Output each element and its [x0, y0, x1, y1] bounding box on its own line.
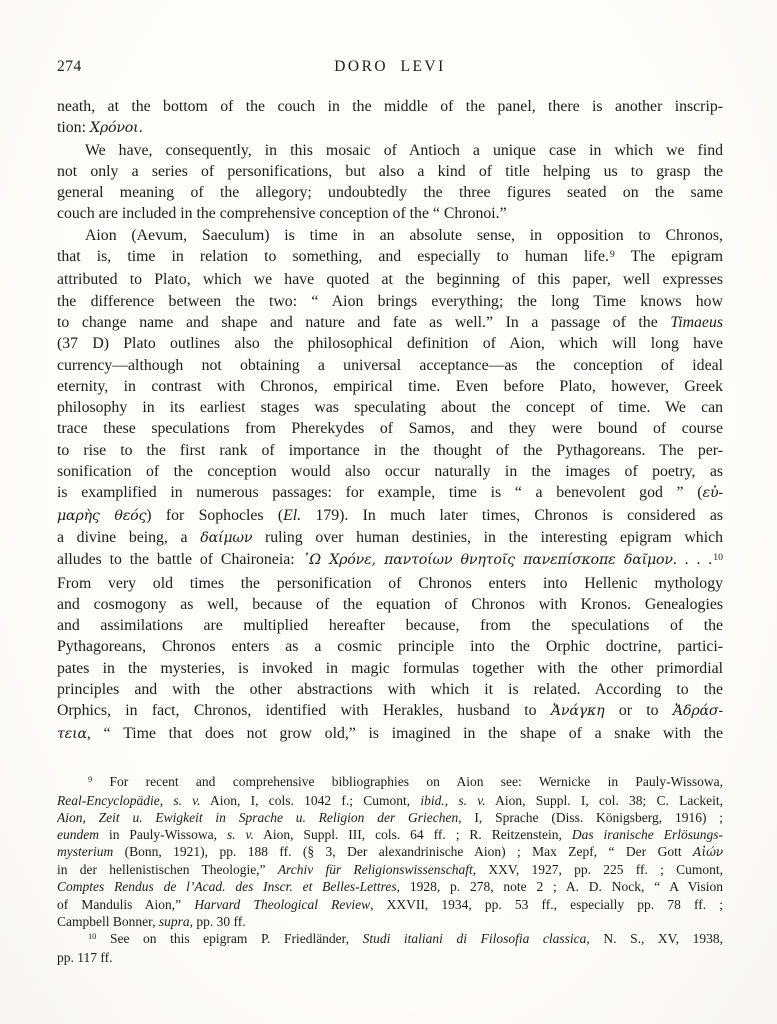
text-line — [57, 594, 723, 615]
text-run: Aion, Suppl. III, cols. 64 ff. ; R. Reitzenstein, — [253, 827, 572, 843]
greek-text: Χρόνοι. — [89, 120, 143, 137]
text-line — [57, 355, 723, 376]
text-run: a divine being, a — [57, 528, 201, 546]
text-line — [57, 913, 723, 930]
text-run: to change name and shape and nature and fate as well.” In a passage of the — [57, 313, 671, 331]
text-line — [57, 700, 723, 722]
italic-text: Archiv für Religionswissenschaft — [277, 862, 473, 878]
text-line — [57, 861, 723, 878]
footnote-ref: 9 — [88, 775, 93, 785]
text-line — [57, 96, 723, 117]
greek-text: Ἀνάγκη — [550, 703, 605, 720]
page-header — [57, 57, 723, 77]
footnotes-block — [57, 773, 723, 966]
text-line — [57, 658, 723, 679]
text-line — [57, 896, 723, 913]
text-run: principles and with the other abstractions with which it is related. According to the — [57, 681, 723, 699]
text-line — [57, 376, 723, 397]
text-line — [57, 615, 723, 636]
text-run: attributed to Plato, which we have quoted at the beginning of this paper, well expresses — [57, 271, 723, 289]
paragraph — [57, 140, 723, 225]
text-run: ) for Sophocles ( — [146, 506, 284, 524]
greek-text: τεια — [57, 725, 87, 742]
paragraph — [57, 225, 723, 745]
greek-text: μαρὴς θεός — [57, 507, 147, 524]
text-line — [57, 461, 723, 482]
text-run: The epigram — [614, 248, 723, 266]
body-text-block — [57, 96, 723, 745]
text-line — [57, 161, 723, 182]
text-run: is examplified in numerous passages: for example, time is “ a benevolent god ” ( — [57, 484, 703, 502]
text-line — [57, 505, 723, 527]
text-run: Aion, I, cols. 1042 f.; Cumont, — [200, 793, 421, 808]
text-run: not only a series of personifications, but also a kind of title helping us to grasp the — [57, 162, 723, 180]
text-run: pp. 30 ff. — [192, 913, 246, 929]
text-run: (37 D) Plato outlines also the philosophical definition of Aion, which will long have — [57, 335, 723, 353]
text-run: and cosmogony as well, because of the equation of Chronos with Kronos. Genealogies — [57, 595, 723, 613]
text-line — [57, 291, 723, 312]
text-run: sonification of the conception would also occur naturally in the images of poetry, as — [57, 463, 723, 481]
paragraph — [57, 773, 723, 930]
text-run: alludes to the battle of Chaironeia: — [57, 551, 303, 569]
text-line — [57, 792, 723, 809]
text-run: in Pauly-Wissowa, — [98, 827, 227, 843]
text-line — [57, 203, 723, 224]
footnote-ref: 10 — [713, 551, 723, 563]
text-run: in der hellenistischen Theologie,” — [57, 862, 278, 878]
text-run: general meaning of the allegory; undoubtedly the three figures seated on the same — [57, 184, 723, 202]
greek-text: Ἀδράσ- — [672, 703, 723, 720]
text-line — [57, 773, 723, 792]
text-run: to rise to the first rank of importance in the thought of the Pythagoreans. The per- — [57, 441, 723, 459]
text-run: or to — [604, 702, 673, 720]
italic-text: Real-Encyclopädie, s. v. — [57, 793, 201, 808]
italic-text: El. — [283, 506, 302, 524]
text-run: , I, Sprache (Diss. Königsberg, 1916) ; — [458, 810, 723, 826]
text-run: 179). In much later times, Chronos is considered as — [301, 506, 723, 524]
page-number: 274 — [57, 58, 82, 75]
text-run: , N. S., XV, 1938, — [586, 930, 723, 946]
italic-text: ibid., s. v. — [420, 793, 486, 808]
text-run: neath, at the bottom of the couch in the middle of the panel, there is another inscrip- — [57, 98, 723, 115]
text-line — [57, 440, 723, 461]
text-run: Pythagoreans, Chronos enters as a cosmic principle into the Orphic doctrine, partici- — [57, 638, 723, 656]
text-run: eternity, in contrast with Chronos, empirical time. Even before Plato, however, Greek — [57, 377, 723, 395]
text-line — [57, 826, 723, 843]
text-run: that is, time in relation to something, and especially to human life. — [57, 248, 609, 266]
text-run: tion: — [57, 119, 90, 137]
paragraph — [57, 96, 723, 140]
italic-text: Harvard Theological Review — [194, 896, 371, 912]
text-run: couch are included in the comprehensive conception of the “ Chronoi.” — [57, 205, 507, 223]
text-line — [57, 949, 723, 966]
text-line — [57, 573, 723, 594]
italic-text: Timaeus — [670, 313, 723, 331]
greek-text: Αἰών — [692, 845, 723, 860]
text-run: , 1928, p. 278, note 2 ; A. D. Nock, “ A Vision — [396, 879, 723, 895]
italic-text: mysterium — [57, 844, 114, 860]
text-line — [57, 930, 723, 949]
greek-text: ᾿Ω Χρόνε, παντοίων θνητοῖς πανεπίσκοπε δαῖμον — [302, 552, 673, 569]
text-line — [57, 723, 723, 745]
text-line — [57, 117, 723, 139]
text-run: From very old times the personification of Chronos enters into Hellenic mythology — [57, 574, 723, 592]
text-run: pp. 117 ff. — [57, 949, 113, 965]
italic-text: eundem — [57, 827, 99, 843]
italic-text: Aion, Zeit u. Ewigkeit in Sprache u. Religion der Griechen — [57, 810, 459, 826]
greek-text: δαίμων — [200, 529, 253, 546]
footnote-ref: 9 — [609, 248, 615, 260]
text-run: For recent and comprehensive bibliographies on Aion see: Wernicke in Pauly-Wissowa, — [92, 773, 723, 789]
italic-text: Das iranische Erlösungs- — [571, 827, 723, 843]
text-line — [57, 527, 723, 549]
text-line — [57, 809, 723, 826]
text-run: currency—although not obtaining a universal acceptance—as the conception of ideal — [57, 356, 723, 374]
text-line — [57, 140, 723, 161]
text-run: and assimilations are multiplied hereafter because, from the speculations of the — [57, 617, 723, 635]
paragraph — [57, 930, 723, 966]
footnote-ref: 10 — [88, 931, 97, 941]
text-run: ruling over human destinies, in the interesting epigram which — [252, 528, 723, 546]
text-run: of Mandulis Aion,” — [57, 896, 195, 912]
text-line — [57, 312, 723, 333]
running-title: DORO LEVI — [334, 58, 446, 75]
text-line — [57, 225, 723, 246]
text-run: the difference between the two: “ Aion brings everything; the long Time knows how — [57, 292, 723, 310]
text-line — [57, 843, 723, 861]
text-line — [57, 246, 723, 269]
italic-text: Studi italiani di Filosofia classica — [362, 930, 587, 946]
text-run: See on this epigram P. Friedländer, — [96, 930, 363, 946]
text-line — [57, 482, 723, 504]
text-line — [57, 549, 723, 572]
text-line — [57, 878, 723, 895]
text-run: (Bonn, 1921), pp. 188 ff. (§ 3, Der alexandrinische Aion) ; Max Zepf, “ Der Gott — [113, 844, 693, 860]
text-line — [57, 397, 723, 418]
text-line — [57, 182, 723, 203]
italic-text: supra, — [158, 913, 193, 929]
text-run: Aion, Suppl. I, col. 38; C. Lackeit, — [485, 793, 723, 808]
text-run: , “ Time that does not grow old,” is imagined in the shape of a snake with the — [86, 724, 723, 742]
text-line — [57, 636, 723, 657]
greek-text: εὐ- — [702, 485, 723, 502]
text-run: philosophy in its earliest stages was speculating about the concept of time. We can — [57, 399, 723, 417]
text-run: , XXVII, 1934, pp. 53 ff., especially pp. 78 ff. ; — [370, 896, 723, 912]
text-run: , XXV, 1927, pp. 225 ff. ; Cumont, — [472, 862, 723, 878]
text-line — [57, 269, 723, 290]
text-run: Orphics, in fact, Chronos, identified with Herakles, husband to — [57, 702, 551, 720]
text-line — [57, 418, 723, 439]
text-run: trace these speculations from Pherekydes of Samos, and they were bound of course — [57, 420, 723, 438]
italic-text: s. v. — [226, 827, 254, 843]
text-line — [57, 679, 723, 700]
text-run: Aion (Aevum, Saeculum) is time in an absolute sense, in opposition to Chronos, — [85, 226, 723, 244]
text-run: pates in the mysteries, is invoked in magic formulas together with the other primordial — [57, 659, 723, 677]
text-line — [57, 333, 723, 354]
text-run: Campbell Bonner, — [57, 913, 159, 929]
text-run: We have, consequently, in this mosaic of Antioch a unique case in which we find — [85, 141, 723, 159]
text-run: . . . . — [672, 551, 713, 569]
italic-text: Comptes Rendus de l’Acad. des Inscr. et Belles-Lettres — [57, 879, 397, 895]
